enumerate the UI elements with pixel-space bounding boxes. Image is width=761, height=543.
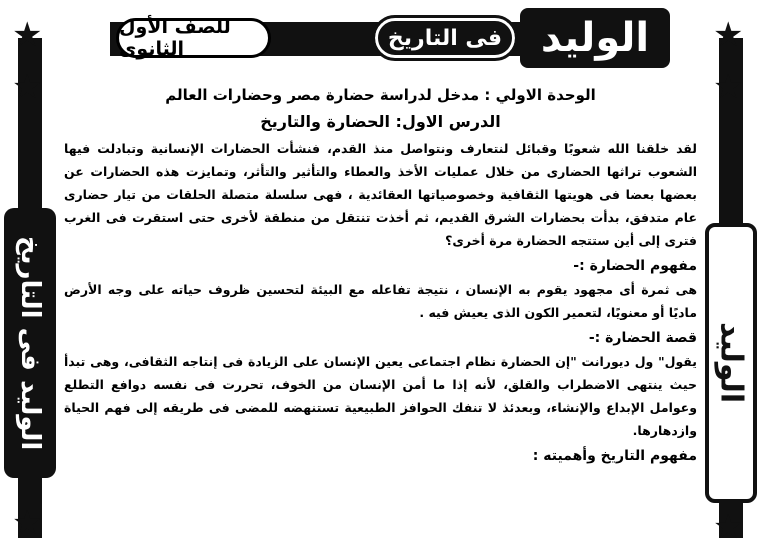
section-heading: قصة الحضارة :- (588, 330, 697, 346)
lesson-title: الدرس الاول: الحضارة والتاريخ (260, 112, 501, 131)
right-vertical-text: الوليد (713, 322, 749, 404)
section-heading: مفهوم التاريخ وأهميته : (532, 448, 697, 464)
intro-paragraph: لقد خلقنا الله شعوبًا وقبائل لنتعارف ونتواصل منذ القدم، فنشأت الحضارات الإنسانية وتبادلت فيها الشعوب تراثها الحضارى من خلال عمليات الأخذ والعطاء والتأثير والتأثر، وتمايزت هذه الحضارات عن بعضها بعضا فى هويتها الثقافية وخصوصياتها العقائدية ، فهى سلسلة متصلة الحلقات من تيار حضارى عام متدفق، بدأت بحضارات الشرق القديم، ثم أخذت تنتقل من منطقة لأخرى حتى استقرت فى الغرب فترى إلى أين ستتجه الحضارة مرة أخرى؟ (64, 141, 697, 248)
section-body: يقول" ول ديورانت "إن الحضارة نظام اجتماعى يعين الإنسان على الزيادة فى إنتاجه الثقافى، وهى تبدأ حيث ينتهى الاضطراب والقلق، لأنه إذا ما أمن الإنسان من الخوف، تحررت فى نفسه دوافع التطلع وعوامل الإبداع والإنشاء، وبعدئذ لا تنفك الحوافز الطبيعية تستنهضه للمضى فى طريقه إلى فهم الحياة وازدهارها. (64, 354, 697, 438)
star-icon: ★ (713, 507, 744, 543)
star-icon: ★ (12, 503, 43, 543)
star-icon: ★ (713, 15, 744, 55)
left-side-border (4, 15, 56, 543)
left-vertical-panel (4, 208, 56, 478)
star-icon: ★ (713, 67, 744, 107)
left-vertical-text: الوليد فى التاريخ (15, 235, 45, 451)
star-icon: ★ (12, 15, 43, 55)
right-side-border (705, 15, 757, 543)
star-icon: ★ (12, 67, 43, 107)
grade-pill: للصف الأول الثانوى (116, 18, 271, 58)
subject-pill: فى التاريخ (375, 18, 515, 58)
section-heading: مفهوم الحضارة :- (573, 258, 697, 274)
section-body: هى ثمرة أى مجهود يقوم به الإنسان ، نتيجة تفاعله مع البيئة لتحسين ظروف حياته على وجه الأرض ماديًا أو معنويًا، لتعمير الكون الذى يعيش فيه . (64, 282, 697, 320)
unit-title: الوحدة الاولي : مدخل لدراسة حضارة مصر وحضارات العالم (165, 86, 596, 104)
right-vertical-panel (705, 223, 757, 503)
brand-title: الوليد (520, 8, 670, 68)
header-banner (110, 8, 670, 70)
main-content (64, 86, 697, 468)
